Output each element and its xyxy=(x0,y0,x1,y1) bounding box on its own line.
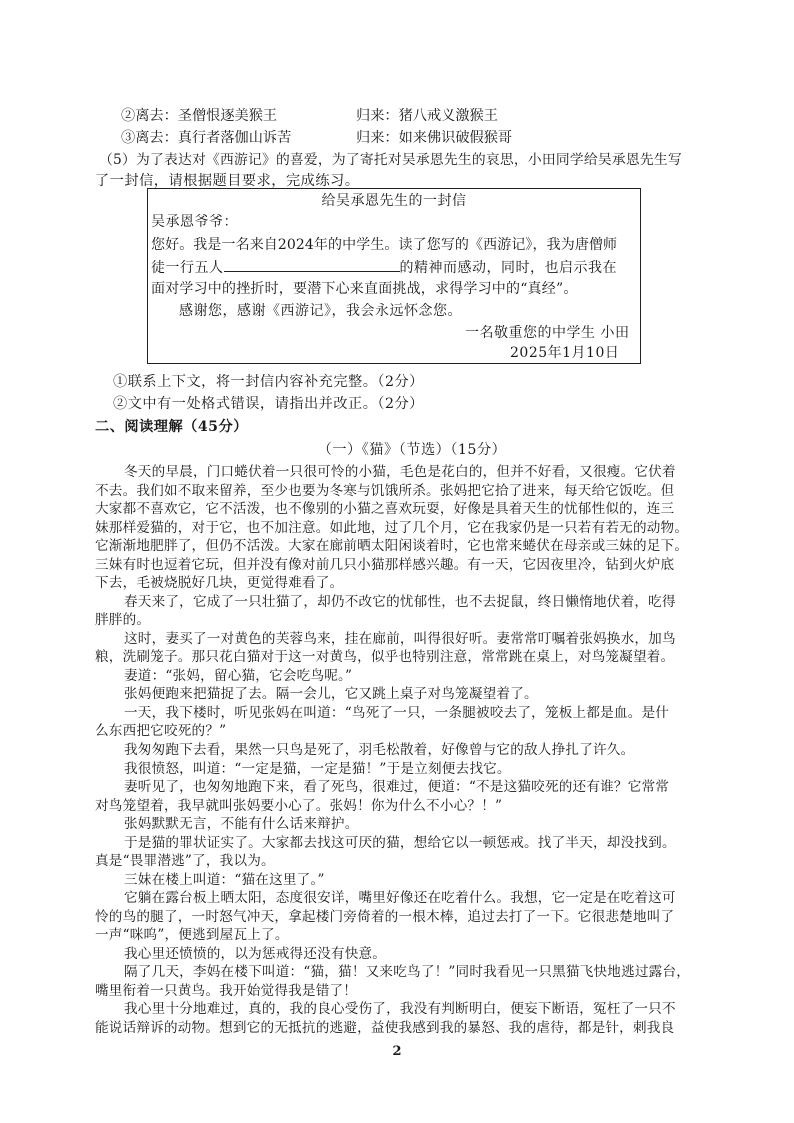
passage-line: 一声“咪呜”，便逃到屋瓦上了。 xyxy=(95,927,289,943)
passage-line: 真是“畏罪潜逃”了，我以为。 xyxy=(95,853,275,869)
passage-line: 它渐渐地肥胖了，但仍不活泼。大家在廊前晒太阳闲谈着时，它也常来蜷伏在母亲或三妹的足下。 xyxy=(95,538,689,554)
passage-line: 妻道：“张妈，留心猫，它会吃鸟呢。” xyxy=(124,668,353,684)
journey-row-left: ②离去：圣僧恨逐美猴王 xyxy=(121,108,278,124)
passage-line: 这时，妻买了一对黄色的芙蓉鸟来，挂在廊前，叫得很好听。妻常常叮嘱着张妈换水，加鸟 xyxy=(124,631,676,647)
task-item: ①联系上下文，将一封信内容补充完整。（2分） xyxy=(113,374,424,390)
passage-line: 嘴里衔着一只黄鸟。我开始觉得我是错了！ xyxy=(95,983,358,999)
passage-line: 能说话辩诉的动物。想到它的无抵抗的逃避，益使我感到我的暴怒、我的虐待，都是针，刺我良 xyxy=(95,1020,675,1036)
passage-line: 我心里还愤愤的，以为惩戒得还没有快意。 xyxy=(124,946,387,962)
fill-in-blank[interactable] xyxy=(224,257,400,272)
question5-intro: 了一封信，请根据题目要求，完成练习。 xyxy=(95,173,360,189)
letter-box xyxy=(147,188,641,364)
passage-line: 粮，洗刷笼子。那只花白猫对于这一对黄鸟，似乎也特别注意，常常跳在桌上，对鸟笼凝望着。 xyxy=(95,649,675,665)
passage-line: 张妈便跑来把猫捉了去。隔一会儿，它又跳上桌子对鸟笼凝望着了。 xyxy=(124,686,538,702)
passage-line: 冬天的早晨，门口蜷伏着一只很可怜的小猫，毛色是花白的，但并不好看，又很瘦。它伏着 xyxy=(124,464,676,480)
passage-line: 我匆匆跑下去看，果然一只鸟是死了，羽毛松散着，好像曾与它的敌人挣扎了许久。 xyxy=(124,742,635,758)
passage-line: 大家都不喜欢它，它不活泼，也不像别的小猫之喜欢玩耍，好像是具着天生的忧郁性似的，连三 xyxy=(95,501,675,517)
letter-salutation: 吴承恩爷爷： xyxy=(151,214,238,230)
letter-body-line: 面对学习中的挫折时，要潜下心来直面挑战，求得学习中的“真经”。 xyxy=(151,281,578,297)
journey-row-left: ③离去：真行者落伽山诉苦 xyxy=(121,130,292,146)
letter-body-text: 徒一行五人 xyxy=(151,260,224,276)
passage-line: 隔了几天，李妈在楼下叫道：“猫，猫！又来吃鸟了！”同时我看见一只黑猫飞快地逃过露台， xyxy=(124,964,691,980)
passage-line: 不去。我们如不取来留养，至少也要为冬寒与饥饿所杀。张妈把它拾了进来，每天给它饭吃。但 xyxy=(95,483,675,499)
letter-body-line xyxy=(151,257,617,278)
passage-line: 么东西把它咬死的？” xyxy=(95,723,227,739)
passage-line: 于是猫的罪状证实了。大家都去找这可厌的猫，想给它以一顿惩戒。找了半天，却没找到。 xyxy=(124,835,676,851)
letter-date: 2025年1月10日 xyxy=(510,345,620,361)
journey-row-right: 归来：猪八戒义激猴王 xyxy=(356,108,498,124)
page-number: 2 xyxy=(392,1044,402,1059)
passage-line: 怜的鸟的腿了，一时怒气冲天，拿起楼门旁倚着的一根木棒，追过去打了一下。它很悲楚地叫了 xyxy=(95,909,675,925)
passage-line: 妹那样爱猫的，对于它，也不加注意。如此地，过了几个月，它在我家仍是一只若有若无的动物。 xyxy=(95,520,689,536)
section-title: 二、阅读理解（45分） xyxy=(95,419,248,435)
passage-line: 胖胖的。 xyxy=(95,612,151,628)
passage-line: 张妈默默无言，不能有什么话来辩护。 xyxy=(124,816,359,832)
passage-line: 我很愤怒，叫道：“一定是猫，一定是猫！”于是立刻便去找它。 xyxy=(124,761,511,777)
task-item: ②文中有一处格式错误，请指出并改正。（2分） xyxy=(113,396,424,412)
passage-line: 三妹有时也逗着它玩，但并没有像对前几只小猫那样感兴趣。有一天，它因夜里冷，钻到火炉底 xyxy=(95,557,675,573)
passage-line: 它躺在露台板上晒太阳，态度很安详，嘴里好像还在吃着什么。我想，它一定是在吃着这可 xyxy=(124,890,676,906)
letter-title: 给吴承恩先生的一封信 xyxy=(321,193,467,209)
journey-row-right: 归来：如来佛识破假猴哥 xyxy=(356,130,513,146)
passage-line: 一天，我下楼时，听见张妈在叫道：“鸟死了一只，一条腿被咬去了，笼板上都是血。是什 xyxy=(124,705,670,721)
passage-line: 妻听见了，也匆匆地跑下来，看了死鸟，很难过，便道：“不是这猫咬死的还有谁？它常常 xyxy=(124,779,670,795)
passage-line: 三妹在楼上叫道：“猫在这里了。” xyxy=(124,872,325,888)
passage-line: 下去，毛被烧脱好几块，更觉得难看了。 xyxy=(95,575,344,591)
passage-line: 我心里十分地难过，真的，我的良心受伤了，我没有判断明白，便妄下断语，冤枉了一只不 xyxy=(124,1001,676,1017)
letter-body-line: 您好。我是一名来自2024年的中学生。读了您写的《西游记》，我为唐僧师 xyxy=(151,237,618,253)
passage-line: 对鸟笼望着，我早就叫张妈要小心了。张妈！你为什么不小心？！” xyxy=(95,798,503,814)
letter-signature: 一名敬重您的中学生 小田 xyxy=(465,325,630,341)
passage-title: （一）《猫》（节选）（15分） xyxy=(317,442,507,458)
letter-body-text: 的精神而感动，同时，也启示我在 xyxy=(399,260,617,276)
question5-intro: （5）为了表达对《西游记》的喜爱，为了寄托对吴承恩先生的哀思，小田同学给吴承恩先生写 xyxy=(99,152,682,168)
letter-body-line: 感谢您，感谢《西游记》，我会永远怀念您。 xyxy=(179,303,462,319)
passage-line: 春天来了，它成了一只壮猫了，却仍不改它的忧郁性，也不去捉鼠，终日懒惰地伏着，吃得 xyxy=(124,594,676,610)
